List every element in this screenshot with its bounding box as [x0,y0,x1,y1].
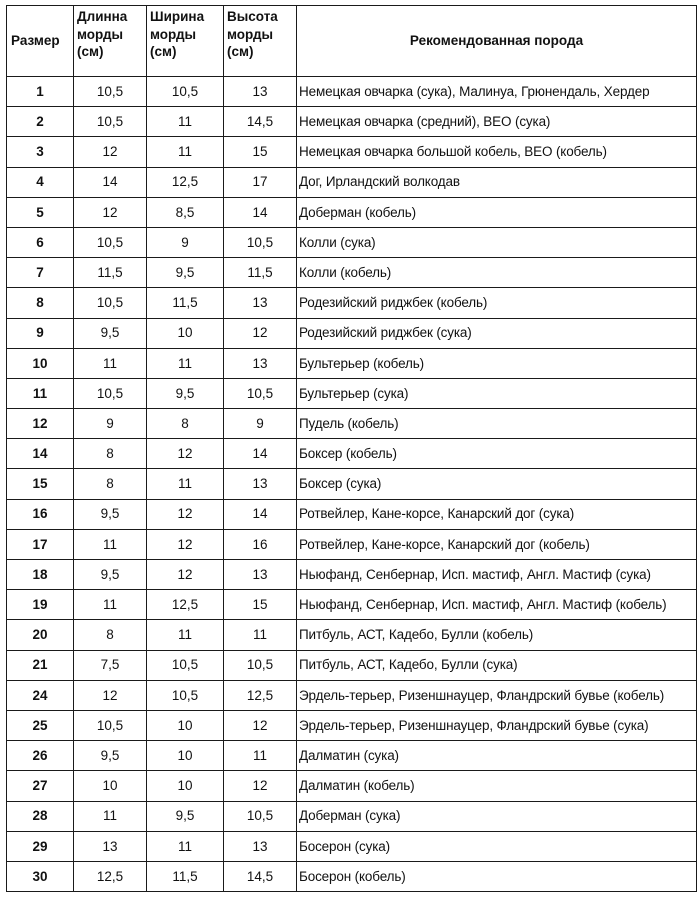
cell-breed: Эрдель-терьер, Ризеншнауцер, Фландрский бувье (кобель) [297,680,697,710]
cell-width: 11 [147,620,224,650]
cell-height: 10,5 [224,227,297,257]
cell-breed: Босерон (сука) [297,831,697,861]
cell-breed: Немецкая овчарка большой кобель, ВЕО (кобель) [297,137,697,167]
header-length: Длинна морды (см) [74,6,147,77]
cell-height: 10,5 [224,650,297,680]
table-row [7,620,697,650]
cell-length: 9,5 [74,318,147,348]
table-row [7,439,697,469]
cell-size: 14 [7,439,74,469]
cell-breed: Эрдель-терьер, Ризеншнауцер, Фландрский бувье (сука) [297,710,697,740]
cell-length: 11 [74,529,147,559]
cell-length: 12 [74,137,147,167]
table-row [7,560,697,590]
cell-width: 12 [147,499,224,529]
cell-breed: Ротвейлер, Кане-корсе, Канарский дог (кобель) [297,529,697,559]
cell-length: 9,5 [74,560,147,590]
cell-length: 8 [74,439,147,469]
cell-size: 7 [7,258,74,288]
cell-width: 9,5 [147,801,224,831]
cell-size: 28 [7,801,74,831]
cell-height: 13 [224,288,297,318]
cell-width: 11,5 [147,861,224,891]
cell-size: 26 [7,741,74,771]
cell-breed: Доберман (сука) [297,801,697,831]
cell-height: 13 [224,560,297,590]
cell-width: 11 [147,348,224,378]
cell-breed: Ньюфанд, Сенбернар, Исп. мастиф, Англ. Мастиф (кобель) [297,590,697,620]
table-row [7,137,697,167]
cell-breed: Бультерьер (кобель) [297,348,697,378]
cell-width: 10 [147,710,224,740]
cell-length: 7,5 [74,650,147,680]
table-row [7,801,697,831]
cell-height: 13 [224,831,297,861]
cell-width: 11,5 [147,288,224,318]
table-body [7,77,697,892]
table-row [7,469,697,499]
cell-size: 8 [7,288,74,318]
cell-breed: Босерон (кобель) [297,861,697,891]
muzzle-size-table [6,5,697,892]
cell-size: 15 [7,469,74,499]
cell-height: 12,5 [224,680,297,710]
cell-height: 14,5 [224,107,297,137]
table-row [7,288,697,318]
cell-breed: Бультерьер (сука) [297,378,697,408]
cell-breed: Ротвейлер, Кане-корсе, Канарский дог (сука) [297,499,697,529]
cell-breed: Доберман (кобель) [297,197,697,227]
cell-length: 11 [74,348,147,378]
table-row [7,590,697,620]
cell-height: 9 [224,409,297,439]
cell-width: 8 [147,409,224,439]
cell-breed: Далматин (кобель) [297,771,697,801]
table-row [7,167,697,197]
cell-size: 5 [7,197,74,227]
cell-length: 10 [74,771,147,801]
cell-size: 6 [7,227,74,257]
cell-length: 10,5 [74,77,147,107]
cell-width: 12 [147,439,224,469]
cell-length: 10,5 [74,288,147,318]
cell-size: 16 [7,499,74,529]
table-row [7,318,697,348]
cell-length: 13 [74,831,147,861]
header-row [7,6,697,77]
cell-length: 14 [74,167,147,197]
cell-breed: Питбуль, АСТ, Кадебо, Булли (сука) [297,650,697,680]
cell-length: 8 [74,469,147,499]
cell-size: 25 [7,710,74,740]
table-row [7,771,697,801]
cell-width: 12,5 [147,167,224,197]
cell-size: 2 [7,107,74,137]
cell-length: 10,5 [74,378,147,408]
header-size: Размер [7,6,74,77]
cell-height: 13 [224,348,297,378]
cell-breed: Колли (кобель) [297,258,697,288]
table-row [7,861,697,891]
cell-height: 14 [224,499,297,529]
cell-height: 15 [224,590,297,620]
cell-size: 21 [7,650,74,680]
cell-length: 10,5 [74,710,147,740]
cell-length: 11 [74,590,147,620]
cell-size: 18 [7,560,74,590]
cell-width: 11 [147,137,224,167]
cell-height: 10,5 [224,378,297,408]
cell-height: 12 [224,710,297,740]
cell-size: 1 [7,77,74,107]
cell-width: 9 [147,227,224,257]
cell-height: 10,5 [224,801,297,831]
cell-size: 17 [7,529,74,559]
cell-breed: Немецкая овчарка (средний), ВЕО (сука) [297,107,697,137]
cell-width: 10 [147,318,224,348]
cell-breed: Колли (сука) [297,227,697,257]
table-row [7,680,697,710]
table-row [7,499,697,529]
cell-height: 11,5 [224,258,297,288]
cell-height: 11 [224,741,297,771]
cell-width: 10 [147,771,224,801]
cell-breed: Родезийский риджбек (сука) [297,318,697,348]
cell-size: 24 [7,680,74,710]
table-row [7,741,697,771]
table-row [7,831,697,861]
header-breed: Рекомендованная порода [297,6,697,77]
cell-width: 10,5 [147,650,224,680]
cell-length: 11,5 [74,258,147,288]
cell-length: 12,5 [74,861,147,891]
cell-length: 9 [74,409,147,439]
cell-length: 10,5 [74,227,147,257]
table-row [7,710,697,740]
cell-length: 10,5 [74,107,147,137]
table-row [7,227,697,257]
cell-height: 13 [224,469,297,499]
muzzle-size-sheet [6,5,696,892]
cell-length: 8 [74,620,147,650]
cell-size: 3 [7,137,74,167]
cell-size: 19 [7,590,74,620]
cell-breed: Пудель (кобель) [297,409,697,439]
cell-length: 9,5 [74,741,147,771]
table-row [7,378,697,408]
cell-height: 13 [224,77,297,107]
cell-length: 12 [74,680,147,710]
cell-breed: Боксер (кобель) [297,439,697,469]
table-row [7,409,697,439]
table-row [7,348,697,378]
cell-height: 17 [224,167,297,197]
cell-width: 10 [147,741,224,771]
table-row [7,650,697,680]
cell-size: 4 [7,167,74,197]
cell-width: 10,5 [147,77,224,107]
cell-height: 14,5 [224,861,297,891]
cell-breed: Дог, Ирландский волкодав [297,167,697,197]
cell-width: 12,5 [147,590,224,620]
cell-size: 20 [7,620,74,650]
cell-width: 11 [147,469,224,499]
table-row [7,258,697,288]
cell-width: 10,5 [147,680,224,710]
cell-length: 12 [74,197,147,227]
cell-width: 11 [147,831,224,861]
cell-width: 8,5 [147,197,224,227]
cell-breed: Ньюфанд, Сенбернар, Исп. мастиф, Англ. Мастиф (сука) [297,560,697,590]
table-row [7,197,697,227]
cell-size: 29 [7,831,74,861]
cell-height: 14 [224,197,297,227]
cell-size: 30 [7,861,74,891]
cell-size: 9 [7,318,74,348]
header-width: Ширина морды (см) [147,6,224,77]
table-row [7,107,697,137]
cell-size: 11 [7,378,74,408]
header-height: Высота морды (см) [224,6,297,77]
cell-width: 9,5 [147,258,224,288]
cell-height: 11 [224,620,297,650]
cell-length: 9,5 [74,499,147,529]
cell-height: 16 [224,529,297,559]
cell-breed: Питбуль, АСТ, Кадебо, Булли (кобель) [297,620,697,650]
table-row [7,77,697,107]
cell-height: 15 [224,137,297,167]
cell-breed: Далматин (сука) [297,741,697,771]
cell-breed: Боксер (сука) [297,469,697,499]
cell-size: 10 [7,348,74,378]
cell-height: 12 [224,318,297,348]
cell-length: 11 [74,801,147,831]
cell-width: 11 [147,107,224,137]
cell-width: 12 [147,529,224,559]
table-row [7,529,697,559]
cell-breed: Немецкая овчарка (сука), Малинуа, Грюнендаль, Хердер [297,77,697,107]
cell-size: 27 [7,771,74,801]
cell-breed: Родезийский риджбек (кобель) [297,288,697,318]
cell-height: 12 [224,771,297,801]
cell-width: 12 [147,560,224,590]
cell-size: 12 [7,409,74,439]
cell-width: 9,5 [147,378,224,408]
cell-height: 14 [224,439,297,469]
